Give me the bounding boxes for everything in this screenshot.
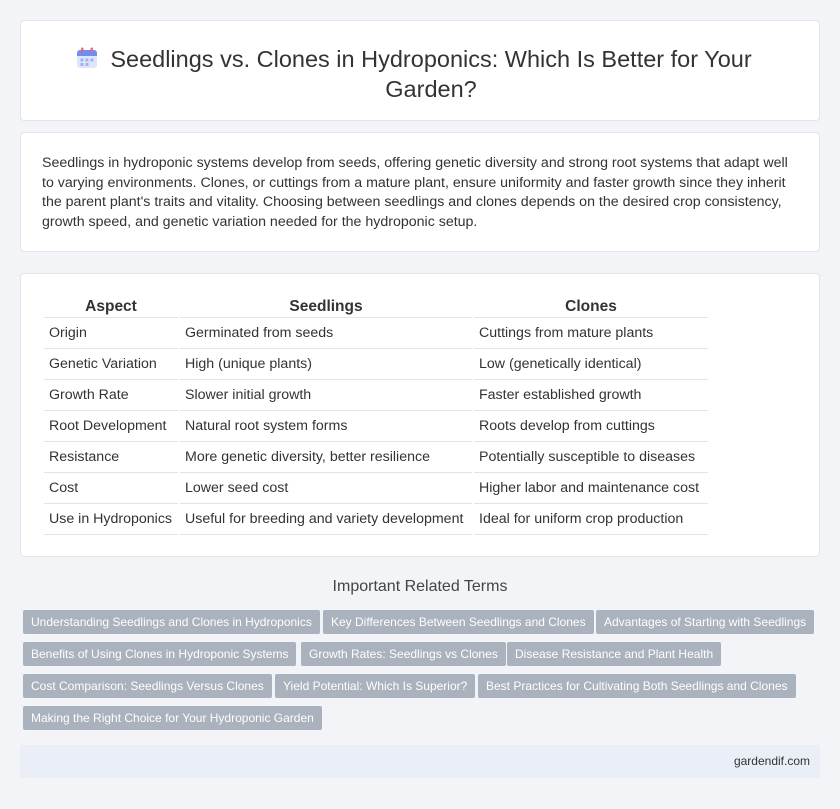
cell-clones: Ideal for uniform crop production xyxy=(474,504,708,535)
header-seedlings: Seedlings xyxy=(180,296,472,318)
table-row xyxy=(44,504,708,535)
table-row xyxy=(44,349,708,380)
cell-aspect: Resistance xyxy=(44,442,178,473)
related-tag[interactable]: Yield Potential: Which Is Superior? xyxy=(275,674,475,698)
related-tag[interactable]: Best Practices for Cultivating Both Seedlings and Clones xyxy=(478,674,796,698)
related-tag[interactable]: Cost Comparison: Seedlings Versus Clones xyxy=(23,674,272,698)
cell-clones: Cuttings from mature plants xyxy=(474,318,708,349)
cell-clones: Low (genetically identical) xyxy=(474,349,708,380)
table-row xyxy=(44,442,708,473)
related-tag[interactable]: Growth Rates: Seedlings vs Clones xyxy=(301,642,506,666)
cell-seedlings: Germinated from seeds xyxy=(180,318,472,349)
footer xyxy=(20,745,820,778)
cell-seedlings: Lower seed cost xyxy=(180,473,472,504)
cell-aspect: Use in Hydroponics xyxy=(44,504,178,535)
cell-aspect: Cost xyxy=(44,473,178,504)
related-terms-title: Important Related Terms xyxy=(332,578,508,595)
title-card xyxy=(20,20,820,121)
table-row xyxy=(44,318,708,349)
footer-site[interactable]: gardendif.com xyxy=(733,754,810,768)
cell-aspect: Growth Rate xyxy=(44,380,178,411)
cell-seedlings: Useful for breeding and variety development xyxy=(180,504,472,535)
cell-seedlings: High (unique plants) xyxy=(180,349,472,380)
related-tag[interactable]: Disease Resistance and Plant Health xyxy=(507,642,721,666)
intro-paragraph: Seedlings in hydroponic systems develop from seeds, offering genetic diversity and strong root systems that adapt well to varying environments. Clones, or cuttings from a mature plant, ensure uniformity and faster growth since they inherit the parent plant's traits and vitality. Choosing between seedlings and clones depends on the desired crop consistency, growth speed, and genetic variation needed for the hydroponic setup. xyxy=(42,155,788,230)
comparison-card xyxy=(20,273,820,557)
cell-clones: Potentially susceptible to diseases xyxy=(474,442,708,473)
cell-clones: Faster established growth xyxy=(474,380,708,411)
table-row xyxy=(44,411,708,442)
table-row xyxy=(44,380,708,411)
header-aspect: Aspect xyxy=(44,296,178,318)
related-tag[interactable]: Understanding Seedlings and Clones in Hydroponics xyxy=(23,610,320,634)
cell-aspect: Origin xyxy=(44,318,178,349)
related-tag[interactable]: Advantages of Starting with Seedlings xyxy=(596,610,814,634)
related-tag[interactable]: Benefits of Using Clones in Hydroponic Systems xyxy=(23,642,296,666)
comparison-table xyxy=(42,296,710,535)
cell-aspect: Root Development xyxy=(44,411,178,442)
page-title: Seedlings vs. Clones in Hydroponics: Which Is Better for Your Garden? xyxy=(110,46,752,102)
intro-card xyxy=(20,132,820,252)
cell-aspect: Genetic Variation xyxy=(44,349,178,380)
related-tag[interactable]: Key Differences Between Seedlings and Clones xyxy=(323,610,594,634)
cell-clones: Higher labor and maintenance cost xyxy=(474,473,708,504)
cell-clones: Roots develop from cuttings xyxy=(474,411,708,442)
cell-seedlings: Slower initial growth xyxy=(180,380,472,411)
cell-seedlings: More genetic diversity, better resilience xyxy=(180,442,472,473)
table-row xyxy=(44,473,708,504)
header-clones: Clones xyxy=(474,296,708,318)
table-header-row xyxy=(44,296,708,318)
cell-seedlings: Natural root system forms xyxy=(180,411,472,442)
related-tag[interactable]: Making the Right Choice for Your Hydroponic Garden xyxy=(23,706,322,730)
